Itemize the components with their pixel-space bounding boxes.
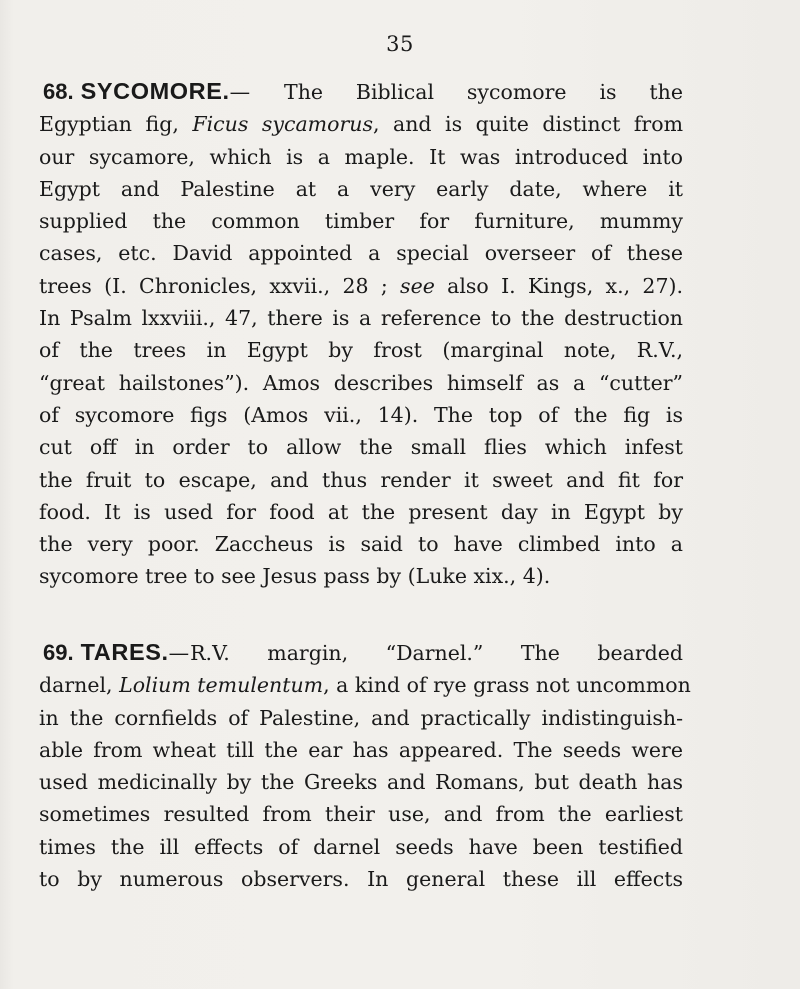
line-text: also I. Kings, x., 27). — [434, 273, 683, 298]
entry-line — [39, 636, 683, 669]
entry-line: the very poor. Zaccheus is said to have climbed into a — [39, 532, 683, 557]
entry-line: of the trees in Egypt by frost (marginal note, R.V., — [39, 338, 683, 363]
entry-line: food. It is used for food at the present day in Egypt by — [39, 499, 683, 524]
entry-line: the fruit to escape, and thus render it sweet and fit for — [39, 467, 683, 492]
line-text: Egyptian fig, — [39, 112, 193, 137]
entry-line: sycomore tree to see Jesus pass by (Luke xix., 4). — [39, 564, 551, 589]
entry-line: supplied the common timber for furniture, mummy — [39, 209, 683, 234]
line-text: darnel, — [39, 673, 120, 698]
entry-line: of sycomore figs (Amos vii., 14). The top of the fig is — [39, 402, 683, 427]
line-text: , and is quite distinct from — [372, 112, 684, 137]
entry-tares — [39, 636, 691, 895]
entry-line: Egypt and Palestine at a very early date, where it — [39, 176, 683, 201]
entry-line: our sycamore, which is a maple. It was introduced into — [39, 144, 683, 169]
entry-line: “great hailstones”). Amos describes himself as a “cutter” — [39, 370, 683, 395]
line-text: trees (I. Chronicles, xxvii., 28 ; — [39, 273, 401, 298]
entry-line — [39, 75, 683, 108]
entry-line: sometimes resulted from their use, and from the earliest — [39, 802, 683, 827]
line-text: R.V. margin, “Darnel.” The bearded — [190, 641, 683, 665]
entry-number: 68. — [43, 79, 74, 104]
entry-sycomore — [39, 75, 683, 593]
scientific-name: Ficus sycamorus — [192, 112, 373, 137]
line-text: , a kind of rye grass not uncommon — [323, 673, 691, 698]
entry-line: cases, etc. David appointed a special overseer of these — [39, 241, 683, 266]
entry-line: able from wheat till the ear has appeared. The seeds were — [39, 737, 683, 762]
entry-line: cut off in order to allow the small flies which infest — [39, 435, 683, 460]
entry-line — [39, 270, 683, 302]
entry-dash: — — [168, 641, 190, 665]
entry-number: 69. — [43, 640, 74, 665]
entry-line: used medicinally by the Greeks and Romans, but death has — [39, 770, 683, 795]
entry-heading: TARES. — [80, 639, 169, 665]
page-number: 35 — [386, 32, 414, 56]
entry-line: In Psalm lxxviii., 47, there is a reference to the destruction — [39, 306, 683, 331]
entry-line: in the cornfields of Palestine, and practically indistinguish- — [39, 705, 683, 730]
entry-line: times the ill effects of darnel seeds have been testified — [39, 834, 683, 859]
entry-line — [39, 669, 691, 701]
entry-line — [39, 108, 683, 140]
italic-word: see — [400, 273, 435, 298]
entry-dash: — — [229, 80, 251, 104]
entry-line: to by numerous observers. In general these ill effects — [39, 867, 683, 892]
entry-heading: SYCOMORE. — [80, 78, 230, 104]
line-text: The Biblical sycomore is the — [284, 80, 683, 104]
scientific-name: Lolium temulentum — [119, 673, 324, 698]
